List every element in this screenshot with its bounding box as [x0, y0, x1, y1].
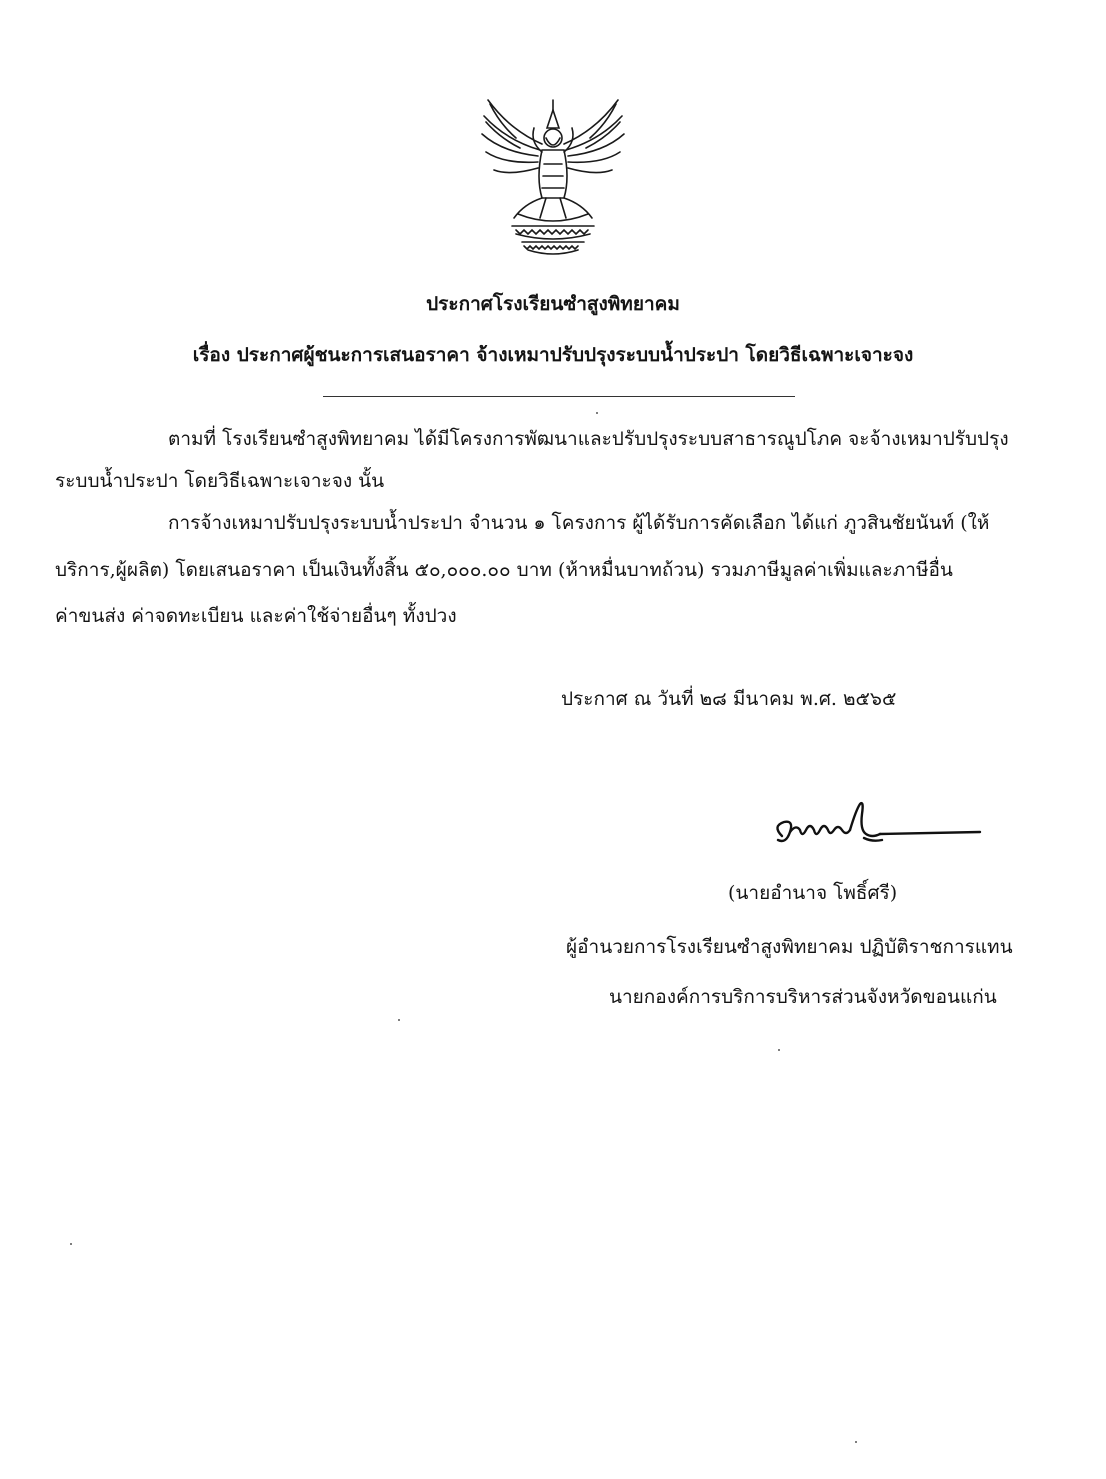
document-subject: เรื่อง ประกาศผู้ชนะการเสนอราคา จ้างเหมาปรับปรุงระบบน้ำประปา โดยวิธีเฉพาะเจาะจง — [192, 344, 914, 366]
announce-date: ประกาศ ณ วันที่ ๒๘ มีนาคม พ.ศ. ๒๕๖๕ — [561, 688, 897, 710]
paragraph2-line2: บริการ,ผู้ผลิต) โดยเสนอราคา เป็นเงินทั้งสิ้น ๕๐,๐๐๐.๐๐ บาท (ห้าหมื่นบาทถ้วน) รวมภาษีมูลค่าเพิ่มและภาษีอื่น — [55, 559, 953, 581]
signatory-name: (นายอำนาจ โพธิ์ศรี) — [728, 882, 898, 904]
handwritten-signature-icon — [768, 800, 982, 858]
signatory-position-line1: ผู้อำนวยการโรงเรียนซำสูงพิทยาคม ปฏิบัติราชการแทน — [566, 936, 1013, 958]
scan-speck — [596, 412, 598, 414]
paragraph2-line3: ค่าขนส่ง ค่าจดทะเบียน และค่าใช้จ่ายอื่นๆ ทั้งปวง — [55, 605, 457, 627]
paragraph1-line1: ตามที่ โรงเรียนซำสูงพิทยาคม ได้มีโครงการพัฒนาและปรับปรุงระบบสาธารณูปโภค จะจ้างเหมาปรับปรุง — [168, 428, 1009, 450]
scan-speck — [855, 1441, 857, 1443]
scan-speck — [70, 1243, 72, 1245]
paragraph1-line2: ระบบน้ำประปา โดยวิธีเฉพาะเจาะจง นั้น — [55, 470, 385, 492]
garuda-emblem-icon — [476, 94, 630, 264]
document-title: ประกาศโรงเรียนซำสูงพิทยาคม — [426, 293, 680, 315]
scan-speck — [398, 1019, 400, 1021]
scan-speck — [778, 1049, 780, 1051]
paragraph2-line1: การจ้างเหมาปรับปรุงระบบน้ำประปา จำนวน ๑ โครงการ ผู้ได้รับการคัดเลือก ได้แก่ ภูวสินชัยนันท์ (ให้ — [168, 512, 990, 534]
signatory-position-line2: นายกองค์การบริการบริหารส่วนจังหวัดขอนแก่น — [609, 986, 997, 1008]
title-divider — [323, 396, 795, 397]
